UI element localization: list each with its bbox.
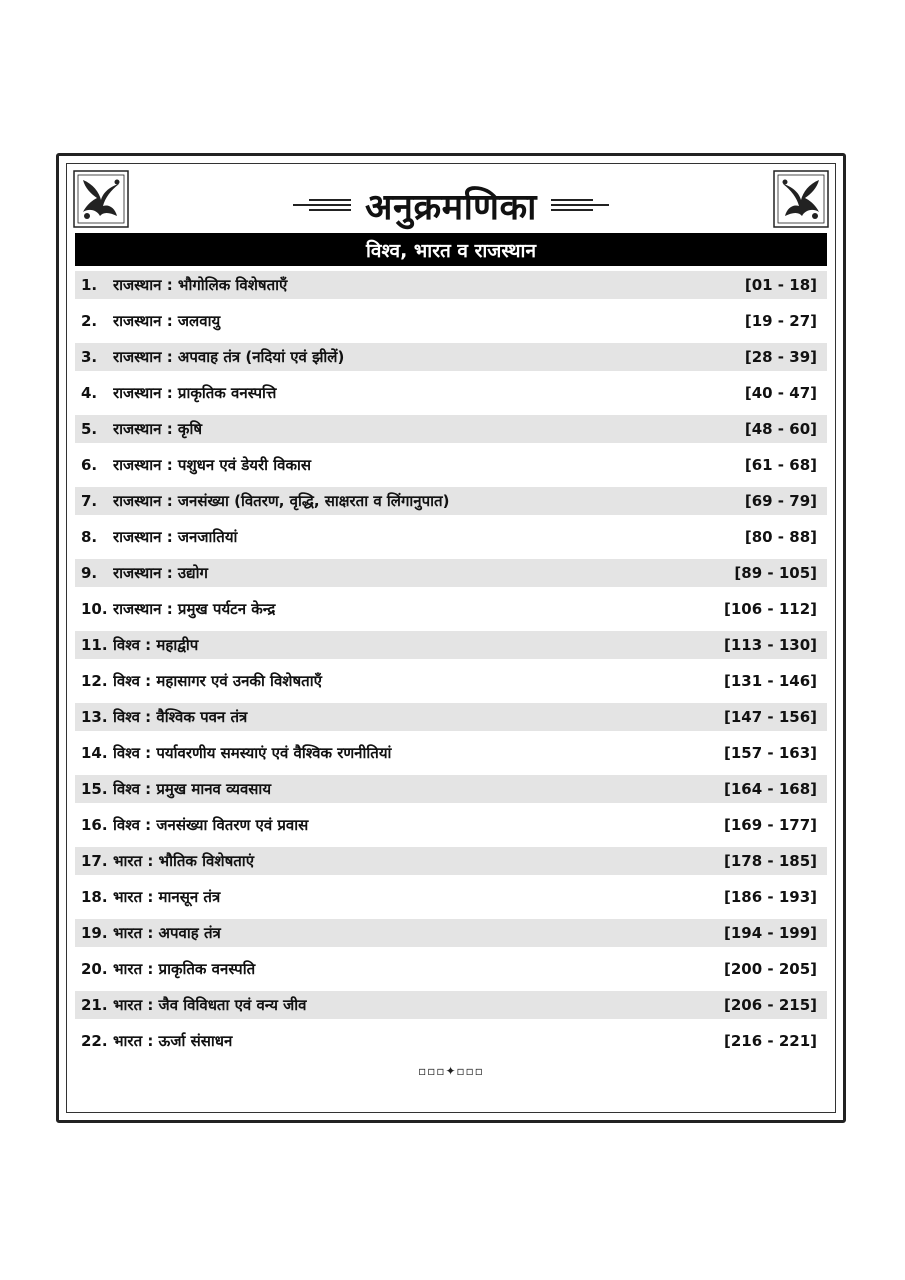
- toc-number: 4.: [81, 384, 98, 402]
- toc-title: राजस्थान : अपवाह तंत्र (नदियां एवं झीलें): [113, 348, 345, 366]
- toc-row: [75, 523, 827, 551]
- toc-title: राजस्थान : उद्योग: [113, 564, 208, 582]
- toc-pages: [106 - 112]: [723, 600, 817, 618]
- toc-title: भारत : मानसून तंत्र: [113, 888, 221, 906]
- toc-title: भारत : जैव विविधता एवं वन्य जीव: [113, 996, 307, 1014]
- toc-number: 10.: [81, 600, 108, 618]
- toc-title: विश्व : प्रमुख मानव व्यवसाय: [113, 780, 272, 798]
- page-title: अनुक्रमणिका: [365, 186, 537, 228]
- toc-number: 9.: [81, 564, 98, 582]
- toc-row: [75, 811, 827, 839]
- toc-pages: [89 - 105]: [734, 564, 817, 582]
- toc-pages: [01 - 18]: [744, 276, 817, 294]
- toc-pages: [164 - 168]: [723, 780, 817, 798]
- toc-title: भारत : प्राकृतिक वनस्पति: [113, 960, 256, 978]
- toc-row: [75, 1027, 827, 1055]
- toc-row: [75, 271, 827, 299]
- toc-number: 6.: [81, 456, 98, 474]
- toc-row: [75, 379, 827, 407]
- toc-number: 2.: [81, 312, 98, 330]
- page-frame: [56, 153, 846, 1123]
- title-line-right: [551, 199, 609, 211]
- toc-title: भारत : भौतिक विशेषताएं: [113, 852, 254, 870]
- toc-title: राजस्थान : प्रमुख पर्यटन केन्द्र: [113, 600, 276, 618]
- toc-row: [75, 343, 827, 371]
- toc-row: [75, 919, 827, 947]
- toc-pages: [147 - 156]: [723, 708, 817, 726]
- toc-row: [75, 451, 827, 479]
- footer-ornament: ▫▫▫✦▫▫▫: [418, 1064, 484, 1078]
- toc-number: 20.: [81, 960, 108, 978]
- toc-title: राजस्थान : भौगोलिक विशेषताएँ: [113, 276, 288, 294]
- toc-number: 13.: [81, 708, 108, 726]
- toc-title: राजस्थान : जनजातियां: [113, 528, 238, 546]
- section-heading: विश्व, भारत व राजस्थान: [75, 233, 827, 266]
- toc-pages: [80 - 88]: [744, 528, 817, 546]
- toc-number: 22.: [81, 1032, 108, 1050]
- toc-title: विश्व : महासागर एवं उनकी विशेषताएँ: [113, 672, 322, 690]
- toc-row: [75, 775, 827, 803]
- toc-number: 14.: [81, 744, 108, 762]
- toc-number: 21.: [81, 996, 108, 1014]
- toc-pages: [200 - 205]: [723, 960, 817, 978]
- toc-pages: [216 - 221]: [723, 1032, 817, 1050]
- toc-row: [75, 631, 827, 659]
- toc-pages: [157 - 163]: [723, 744, 817, 762]
- toc-pages: [113 - 130]: [723, 636, 817, 654]
- toc-row: [75, 883, 827, 911]
- toc-number: 12.: [81, 672, 108, 690]
- toc-number: 8.: [81, 528, 98, 546]
- toc-pages: [61 - 68]: [744, 456, 817, 474]
- toc-pages: [194 - 199]: [723, 924, 817, 942]
- toc-title: विश्व : वैश्विक पवन तंत्र: [113, 708, 248, 726]
- toc-row: [75, 703, 827, 731]
- toc-number: 17.: [81, 852, 108, 870]
- toc-row: [75, 487, 827, 515]
- toc-pages: [206 - 215]: [723, 996, 817, 1014]
- toc-row: [75, 739, 827, 767]
- toc-row: [75, 667, 827, 695]
- toc-number: 7.: [81, 492, 98, 510]
- toc-pages: [48 - 60]: [744, 420, 817, 438]
- toc-title: राजस्थान : पशुधन एवं डेयरी विकास: [113, 456, 312, 474]
- toc-row: [75, 991, 827, 1019]
- toc-title: विश्व : महाद्वीप: [113, 636, 199, 654]
- toc-number: 19.: [81, 924, 108, 942]
- toc-row: [75, 307, 827, 335]
- toc-title: विश्व : पर्यावरणीय समस्याएं एवं वैश्विक रणनीतियां: [113, 744, 392, 762]
- title-block: [67, 178, 835, 232]
- toc-pages: [69 - 79]: [744, 492, 817, 510]
- toc-number: 1.: [81, 276, 98, 294]
- toc-row: [75, 559, 827, 587]
- toc-number: 16.: [81, 816, 108, 834]
- toc-number: 15.: [81, 780, 108, 798]
- toc-row: [75, 415, 827, 443]
- toc-pages: [178 - 185]: [723, 852, 817, 870]
- toc-pages: [19 - 27]: [744, 312, 817, 330]
- toc-pages: [186 - 193]: [723, 888, 817, 906]
- toc-pages: [169 - 177]: [723, 816, 817, 834]
- toc-number: 5.: [81, 420, 98, 438]
- toc-number: 11.: [81, 636, 108, 654]
- toc-pages: [40 - 47]: [744, 384, 817, 402]
- table-of-contents: [75, 271, 827, 1063]
- inner-frame: [66, 163, 836, 1113]
- toc-title: राजस्थान : जलवायु: [113, 312, 221, 330]
- toc-title: राजस्थान : जनसंख्या (वितरण, वृद्धि, साक्षरता व लिंगानुपात): [113, 492, 450, 510]
- toc-number: 18.: [81, 888, 108, 906]
- title-line-left: [293, 199, 351, 211]
- toc-title: भारत : अपवाह तंत्र: [113, 924, 221, 942]
- toc-pages: [28 - 39]: [744, 348, 817, 366]
- toc-row: [75, 955, 827, 983]
- toc-title: राजस्थान : प्राकृतिक वनस्पत्ति: [113, 384, 277, 402]
- toc-title: विश्व : जनसंख्या वितरण एवं प्रवास: [113, 816, 309, 834]
- toc-row: [75, 847, 827, 875]
- toc-title: राजस्थान : कृषि: [113, 420, 202, 438]
- toc-pages: [131 - 146]: [723, 672, 817, 690]
- toc-number: 3.: [81, 348, 98, 366]
- toc-title: भारत : ऊर्जा संसाधन: [113, 1032, 233, 1050]
- toc-row: [75, 595, 827, 623]
